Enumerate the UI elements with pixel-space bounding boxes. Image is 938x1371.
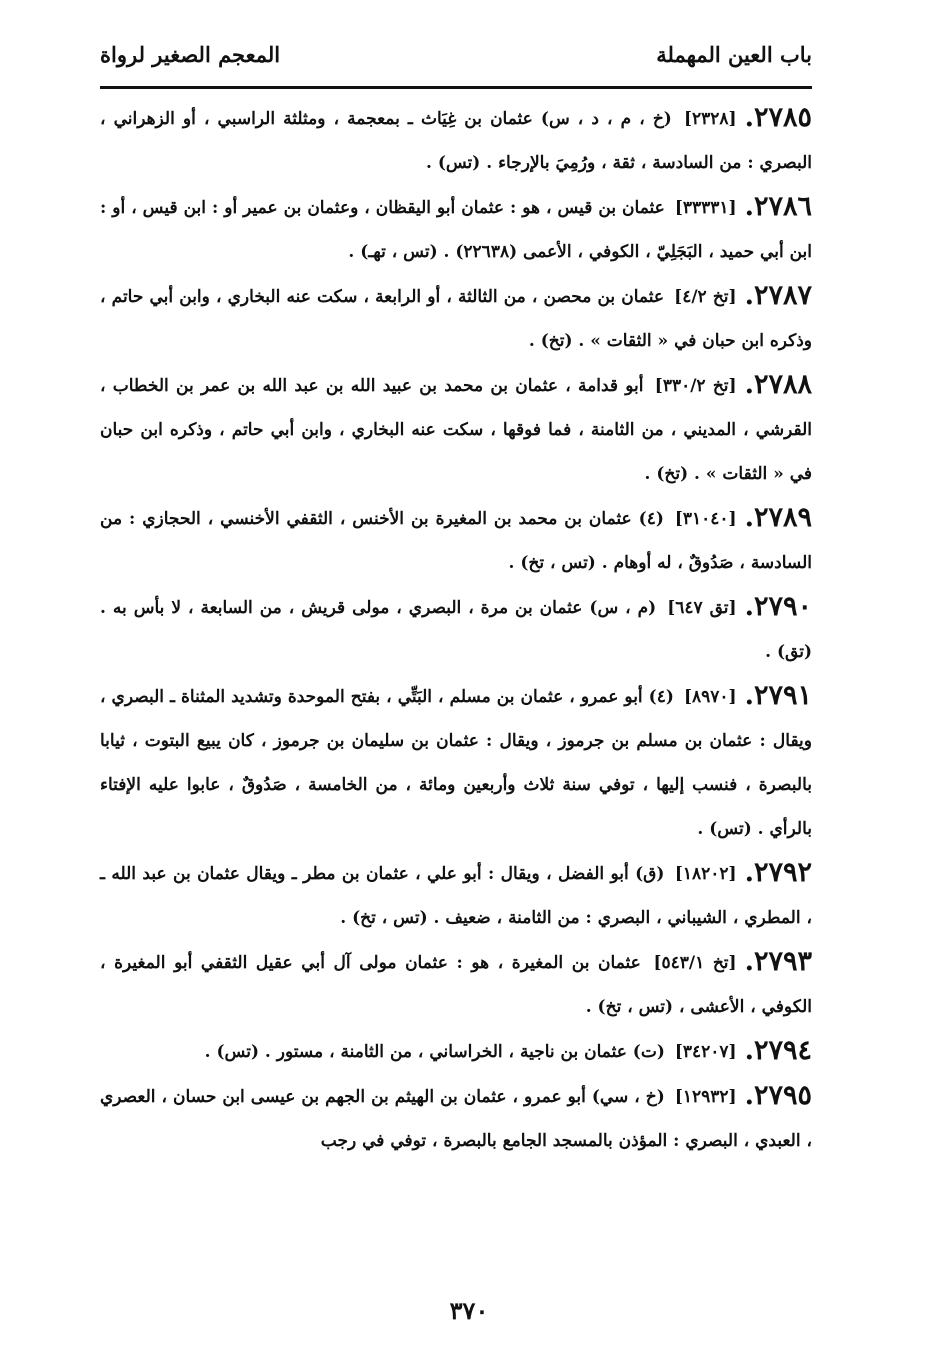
entry-paragraph	[100, 585, 812, 674]
entry-text: (٤) عثمان بن محمد بن المغيرة بن الأخنس ، الثقفي الأخنسي ، الحجازي : من السادسة ، صَدُوقٌ ، له أوهام . (تس ، تخ) .	[100, 509, 812, 573]
page-number: ٣٧٠	[449, 1296, 489, 1325]
entries-list	[100, 96, 812, 1163]
entry	[100, 96, 812, 185]
entry	[100, 1029, 812, 1074]
entry-text: (خ ، م ، د ، س) عثمان بن غِيَاث ـ بمعجمة ، ومثلثة الراسبي ، أو الزهراني ، البصري : من السادسة ، ثقة ، ورُمِيَ بالإرجاء . (تس) .	[100, 109, 812, 173]
chapter-title: باب العين المهملة	[656, 42, 812, 67]
entry-reference: [٣٣٣٣١]	[674, 198, 737, 218]
entry-reference: [تق ٦٤٧]	[667, 598, 737, 618]
entry-number: ٢٧٩٠.	[744, 591, 813, 622]
entry-paragraph	[100, 185, 812, 274]
entry-number: ٢٧٩٥.	[744, 1080, 812, 1111]
entry-text: عثمان بن المغيرة ، هو : عثمان مولى آل أبي عقيل الثقفي أبو المغيرة ، الكوفي ، الأعشى ، (تس ، تخ) .	[100, 953, 812, 1017]
book-title: المعجم الصغير لرواة	[100, 42, 281, 67]
entry-paragraph	[100, 940, 812, 1029]
entry	[100, 674, 812, 851]
entry-reference: [تخ ٣٣٠/٢]	[654, 376, 737, 396]
entry-reference: [تخ ٤/٢]	[674, 287, 737, 307]
entry-text: (٤) أبو عمرو ، عثمان بن مسلم ، البَتِّي ، بفتح الموحدة وتشديد المثناة ـ البصري ، ويقال : عثمان بن مسلم بن جرموز ، ويقال : عثمان بن سليمان بن جرموز ، كان يبيع البتوت ، ثيابا بالبصرة ، فنسب إليها ، توفي سنة ثلاث وأربعين ومائة ، من الخامسة ، صَدُوقٌ ، عابوا عليه الإفتاء بالرأي . (تس) .	[100, 687, 812, 839]
entry-reference: [٣٤٢٠٧]	[674, 1042, 737, 1062]
entry-reference: [١٢٩٣٢]	[674, 1087, 737, 1107]
entry-number: ٢٧٨٥.	[744, 102, 812, 133]
entry-paragraph	[100, 274, 812, 363]
entry-number: ٢٧٨٨.	[744, 369, 812, 400]
entry-text: أبو قدامة ، عثمان بن محمد بن عبيد الله بن عبد الله بن عمر بن الخطاب ، القرشي ، المديني ، من الثامنة ، فما فوقها ، سكت عنه البخاري ، وابن أبي حاتم ، وذكره ابن حبان في « الثقات » . (تخ) .	[100, 376, 812, 484]
entry	[100, 274, 812, 363]
entry-reference: [تخ ٥٤٣/١]	[653, 953, 737, 973]
entry-number: ٢٧٨٩.	[744, 502, 812, 533]
entry-reference: [٢٣٢٨]	[683, 109, 737, 129]
entry-number: ٢٧٩٣.	[744, 946, 813, 977]
entry	[100, 363, 812, 496]
entry	[100, 851, 812, 940]
entry-paragraph	[100, 1029, 812, 1074]
entry-number: ٢٧٨٧.	[744, 280, 812, 311]
page-header	[100, 36, 812, 90]
entry-number: ٢٧٨٦.	[744, 191, 812, 222]
entry-text: (ت) عثمان بن ناجية ، الخراساني ، من الثامنة ، مستور . (تس) .	[204, 1042, 665, 1062]
entry-number: ٢٧٩٤.	[744, 1035, 812, 1066]
entry-paragraph	[100, 851, 812, 940]
entry	[100, 585, 812, 674]
entry-paragraph	[100, 674, 812, 851]
entry-paragraph	[100, 96, 812, 185]
entry-paragraph	[100, 496, 812, 585]
entry-text: (ق) أبو الفضل ، ويقال : أبو علي ، عثمان بن مطر ـ ويقال عثمان بن عبد الله ـ ، المطري ، الشيباني ، البصري : من الثامنة ، ضعيف . (تس ، تخ) .	[100, 864, 812, 928]
entry-paragraph	[100, 1074, 812, 1163]
entry-text: (خ ، سي) أبو عمرو ، عثمان بن الهيثم بن الجهم بن عيسى ابن حسان ، العصري ، العبدي ، البصري : المؤذن بالمسجد الجامع بالبصرة ، توفي في رجب	[100, 1087, 812, 1151]
header-rule	[100, 86, 812, 89]
entry	[100, 496, 812, 585]
entry	[100, 940, 812, 1029]
entry-number: ٢٧٩٢.	[744, 857, 812, 888]
entry	[100, 185, 812, 274]
entry-text: (م ، س) عثمان بن مرة ، البصري ، مولى قريش ، من السابعة ، لا بأس به . (تق) .	[100, 598, 812, 662]
entry-reference: [٣١٠٤٠]	[674, 509, 737, 529]
entry-text: عثمان بن محصن ، من الثالثة ، أو الرابعة ، سكت عنه البخاري ، وابن أبي حاتم ، وذكره ابن حبان في « الثقات » . (تخ) .	[100, 287, 812, 351]
entry-number: ٢٧٩١.	[744, 680, 812, 711]
entry-reference: [١٨٢٠٢]	[674, 864, 737, 884]
entry-paragraph	[100, 363, 812, 496]
entry-reference: [٨٩٧٠]	[683, 687, 737, 707]
entry-text: عثمان بن قيس ، هو : عثمان أبو اليقظان ، وعثمان بن عمير أو : ابن قيس ، أو : ابن أبي حميد ، البَجَلِيّ ، الكوفي ، الأعمى (٢٢٦٣٨) . (تس ، تهـ) .	[100, 198, 812, 262]
entry	[100, 1074, 812, 1163]
